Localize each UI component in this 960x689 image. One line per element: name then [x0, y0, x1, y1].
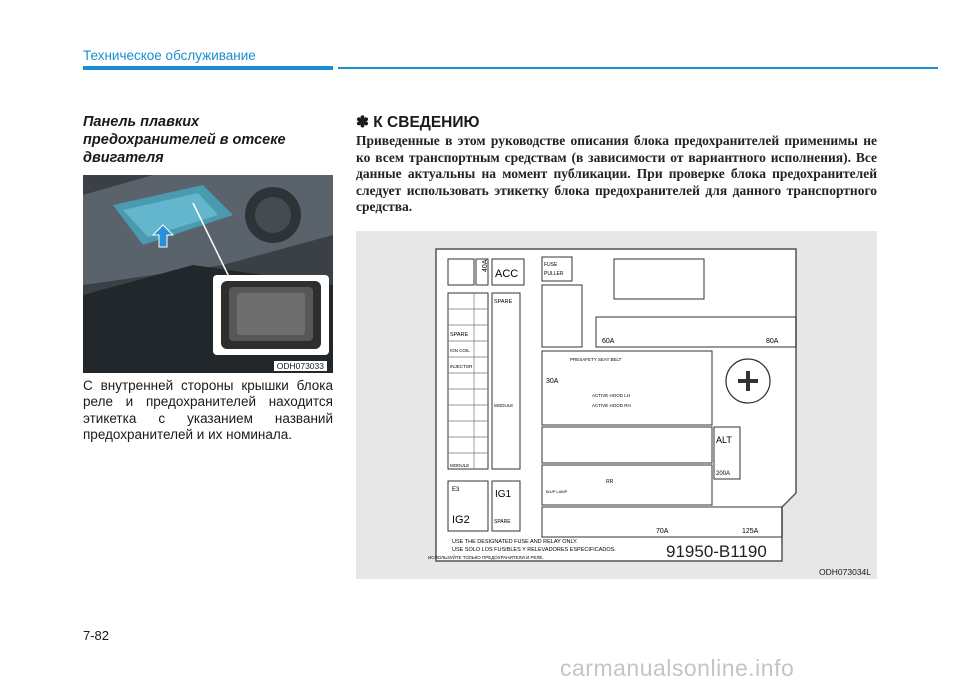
notice-line-3: ИСПОЛЬЗУЙТЕ ТОЛЬКО ПРЕДОХРАНИТЕЛИ И РЕЛЕ. — [428, 555, 544, 560]
note-title: ✽ К СВЕДЕНИЮ — [356, 114, 480, 131]
page-number: 7-82 — [83, 628, 110, 643]
label-ig1: IG1 — [495, 489, 512, 500]
diagram-code: ODH073034L — [819, 567, 871, 577]
section-title: Панель плавких предохранителей в отсеке двигателя — [83, 114, 286, 166]
notice-line-2: USE SOLO LOS FUSIBLES Y RELEVADORES ESPECIFICADOS. — [452, 547, 616, 553]
label-rr: RR — [606, 479, 614, 485]
rating-30a-1: 30A — [546, 378, 559, 385]
label-ign-coil: IGN COIL — [450, 348, 470, 353]
fuse-box-label-drawing — [356, 231, 877, 579]
header-bar-line — [338, 67, 938, 69]
label-module-left: MODULE — [450, 463, 470, 468]
rating-125a: 125A — [742, 528, 759, 535]
label-fuse-puller-2: PULLER — [544, 271, 564, 277]
label-spare-left: SPARE — [450, 332, 469, 338]
label-module-mid: MODULE — [494, 403, 514, 408]
label-b-up-lamp: B/UP LAMP — [546, 489, 568, 494]
photo-code: ODH073033 — [274, 361, 327, 371]
label-fuse-puller-1: FUSE — [544, 262, 558, 268]
section-header: Техническое обслуживание — [83, 48, 256, 63]
rating-70a: 70A — [656, 528, 669, 535]
rating-60a-1: 60A — [602, 338, 615, 345]
engine-photo-illustration — [83, 175, 333, 373]
note-body-text: Приведенные в этом руководстве описания блока предохранителей применимы не ко всем транспортным средствам (в зависимости от вариантного исполнения). Все данные актуальны на момент публикации. При проверке блока предохранителей следует использовать этикетку блока предохранителей для данного транспортного средства. — [356, 133, 877, 215]
label-alt: ALT — [716, 435, 732, 445]
notice-line-1: USE THE DESIGNATED FUSE AND RELAY ONLY. — [452, 539, 578, 545]
label-spare-mid: SPARE — [494, 299, 513, 305]
watermark[interactable]: carmanualsonline.info — [560, 655, 795, 681]
label-active-hood-rh: ACTIVE HOOD RH — [592, 403, 631, 408]
part-number: 91950-B1190 — [666, 542, 767, 561]
label-pretensioner: PRESAFETY SEAT BELT — [570, 357, 622, 362]
rating-80a-1: 80A — [766, 338, 779, 345]
label-ig2: IG2 — [452, 514, 470, 526]
rating-200a: 200A — [716, 471, 731, 477]
label-active-hood-lh: ACTIVE HOOD LH — [592, 393, 631, 398]
header-bar-accent — [83, 66, 333, 70]
label-spare-ig1: SPARE — [494, 519, 511, 525]
left-body-text: С внутренней стороны крышки блока реле и предохранителей находится этикетка с указанием названий предохранителей и их номинала. — [83, 378, 333, 443]
fuse-box-diagram — [356, 231, 877, 579]
rating-40a-1: 40A — [482, 259, 489, 272]
label-e3: E3 — [452, 487, 460, 493]
label-acc: ACC — [495, 268, 519, 280]
engine-compartment-photo — [83, 175, 333, 373]
label-injector: INJECTOR — [450, 364, 473, 369]
